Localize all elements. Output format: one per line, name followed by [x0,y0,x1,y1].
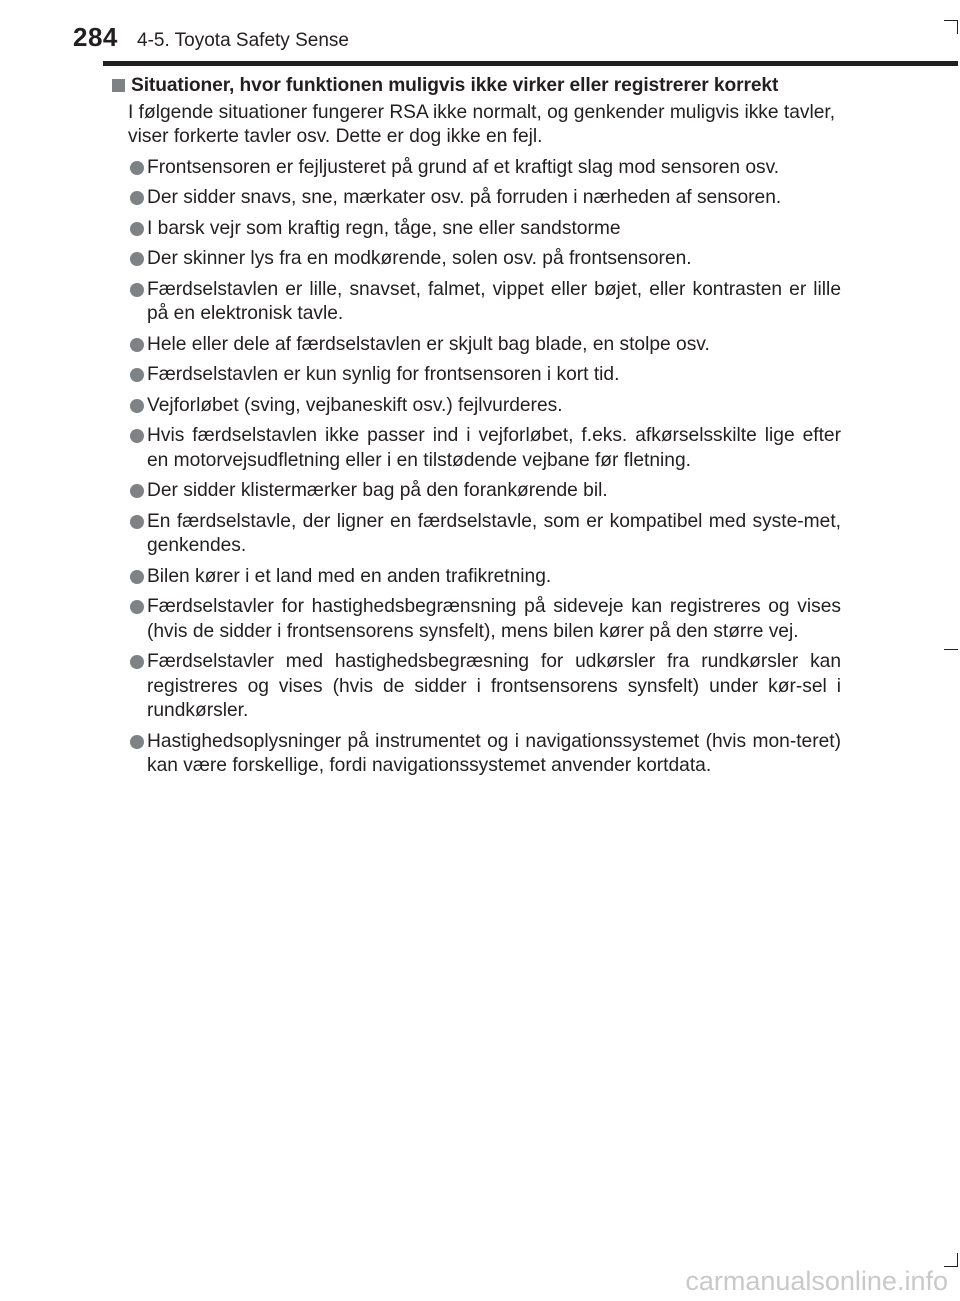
circle-bullet-icon [130,222,144,236]
circle-bullet-icon [130,399,144,413]
list-item [108,217,841,242]
list-item [108,565,841,590]
content [108,74,841,779]
list-item [108,186,841,211]
list-item-text: Bilen kører i et land med en anden trafikretning. [147,565,552,587]
list-item-text: Der skinner lys fra en modkørende, solen osv. på frontsensoren. [147,248,692,269]
list-item-text: Frontsensoren er fejljusteret på grund af et kraftigt slag mod sensoren osv. [147,156,780,178]
list-item [108,479,841,504]
intro-paragraph: I følgende situationer fungerer RSA ikke normalt, og genkender muligvis ikke tavler, viser forkerte tavler osv. Dette er dog ikke en fejl. [128,101,836,147]
circle-bullet-icon [130,161,144,175]
list-item-text: Færdselstavler med hastighedsbegræsning for udkørsler fra rundkørsler kan registreres og vises (hvis de sidder i frontsensorens synsfelt) under kør-sel i rundkørsler. [147,651,841,721]
crop-mark [944,649,958,650]
circle-bullet-icon [130,735,144,749]
list-item-text: Hvis færdselstavlen ikke passer ind i vejforløbet, f.eks. afkørselsskilte lige efter en motorvejsudfletning eller i en tilstødende vejbane før fletning. [147,425,841,471]
situation-list [108,156,841,779]
list-item-text: En færdselstavle, der ligner en færdselstavle, som er kompatibel med syste-met, genkendes. [147,510,841,556]
circle-bullet-icon [130,600,144,614]
list-item [108,730,841,779]
section-title: 4-5. Toyota Safety Sense [137,30,349,51]
header-rule [103,61,958,66]
list-item [108,394,841,419]
circle-bullet-icon [130,655,144,669]
list-item [108,156,841,181]
list-item [108,278,841,327]
circle-bullet-icon [130,515,144,529]
page-number: 284 [73,22,118,52]
section-heading-text: Situationer, hvor funktionen muligvis ikke virker eller registrerer korrekt [131,75,779,96]
circle-bullet-icon [130,252,144,266]
list-item [108,595,841,644]
list-item-text: Hastighedsoplysninger på instrumentet og i navigationssystemet (hvis mon-teret) kan være forskellige, fordi navigationssystemet anvender kortdata. [147,730,841,776]
circle-bullet-icon [130,429,144,443]
list-item-text: Der sidder snavs, sne, mærkater osv. på forruden i nærheden af sensoren. [147,187,782,208]
watermark: carmanualsonline.info [685,1266,948,1296]
list-item [108,424,841,473]
section-heading [108,74,841,99]
crop-mark [957,20,958,34]
circle-bullet-icon [130,570,144,584]
square-bullet-icon [112,79,125,92]
list-item [108,333,841,358]
list-item-text: Færdselstavlen er lille, snavset, falmet, vippet eller bøjet, eller kontrasten er lille på en elektronisk tavle. [147,278,841,324]
list-item-text: Vejforløbet (sving, vejbaneskift osv.) fejlvurderes. [147,394,563,416]
circle-bullet-icon [130,338,144,352]
crop-mark [944,20,958,21]
circle-bullet-icon [130,484,144,498]
list-item-text: Der sidder klistermærker bag på den forankørende bil. [147,480,608,501]
circle-bullet-icon [130,283,144,297]
list-item [108,363,841,388]
list-item-text: Færdselstavler for hastighedsbegrænsning på sideveje kan registreres og vises (hvis de sidder i frontsensorens synsfelt), mens bilen kører på den større vej. [147,596,841,642]
list-item-text: Færdselstavlen er kun synlig for frontsensoren i kort tid. [147,364,620,385]
list-item [108,510,841,559]
circle-bullet-icon [130,368,144,382]
list-item [108,247,841,272]
circle-bullet-icon [130,191,144,205]
list-item-text: I barsk vejr som kraftig regn, tåge, sne eller sandstorme [147,217,621,239]
list-item-text: Hele eller dele af færdselstavlen er skjult bag blade, en stolpe osv. [147,333,710,355]
crop-mark [957,1253,958,1267]
list-item [108,650,841,724]
